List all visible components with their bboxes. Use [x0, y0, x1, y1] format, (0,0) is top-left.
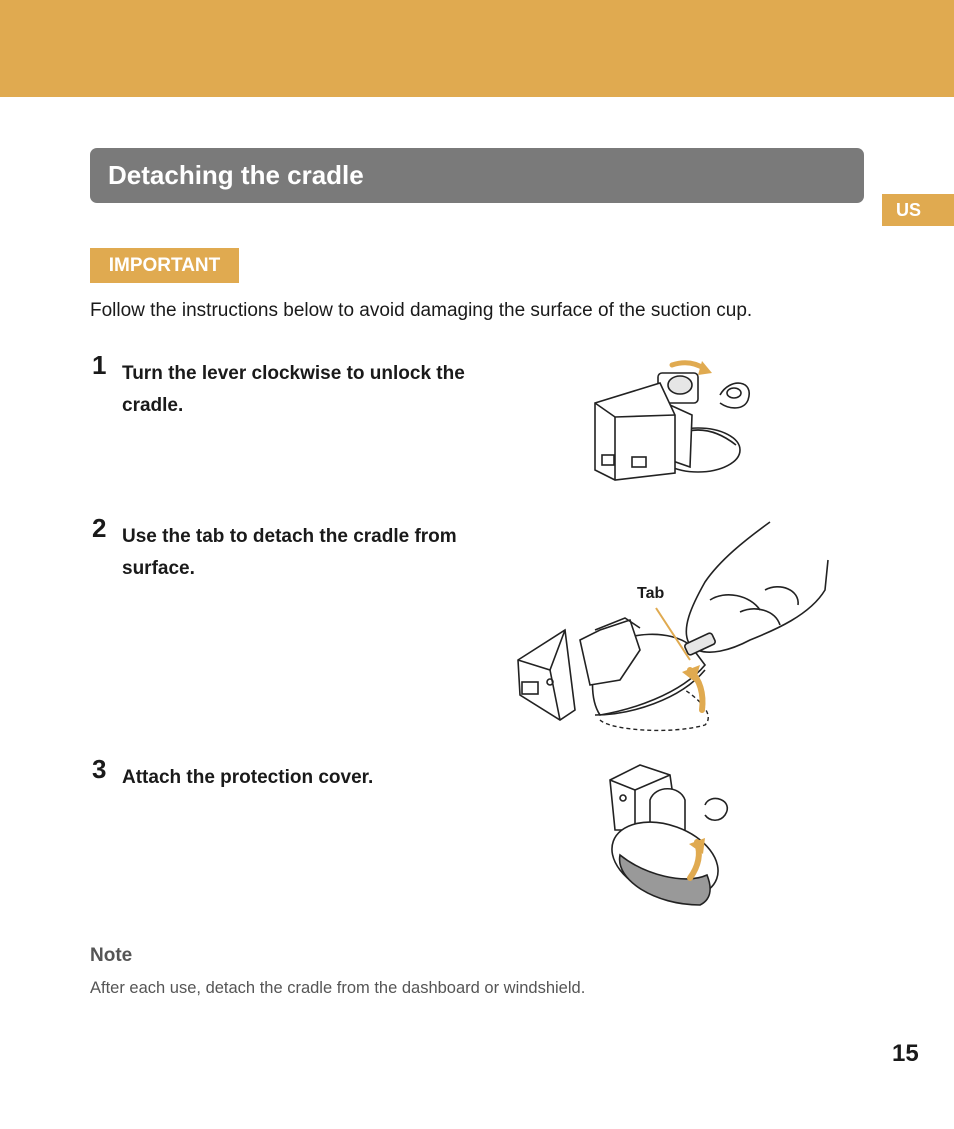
step-1-text: Turn the lever clockwise to unlock the cradle.: [122, 363, 465, 416]
step-3-text: Attach the protection cover.: [122, 767, 374, 788]
step-1-number: 1: [92, 350, 107, 380]
section-header-bar: [90, 148, 864, 203]
important-text: Follow the instructions below to avoid damaging the surface of the suction cup.: [90, 300, 753, 321]
section-title: Detaching the cradle: [108, 160, 364, 190]
step-2-text: Use the tab to detach the cradle from surface.: [122, 526, 457, 579]
cradle-detach-illustration: [510, 520, 840, 735]
note-heading: Note: [90, 945, 133, 966]
step-2-number: 2: [92, 513, 107, 543]
step-3-number: 3: [92, 754, 107, 784]
cradle-unlock-illustration: [580, 355, 780, 490]
protection-cover-illustration: [595, 760, 745, 910]
tab-callout-label: Tab: [637, 585, 665, 602]
page-number: 15: [892, 1040, 919, 1067]
important-label: IMPORTANT: [90, 248, 239, 283]
top-color-band: [0, 0, 954, 97]
note-text: After each use, detach the cradle from the dashboard or windshield.: [90, 979, 586, 997]
language-tab: US: [882, 194, 954, 226]
